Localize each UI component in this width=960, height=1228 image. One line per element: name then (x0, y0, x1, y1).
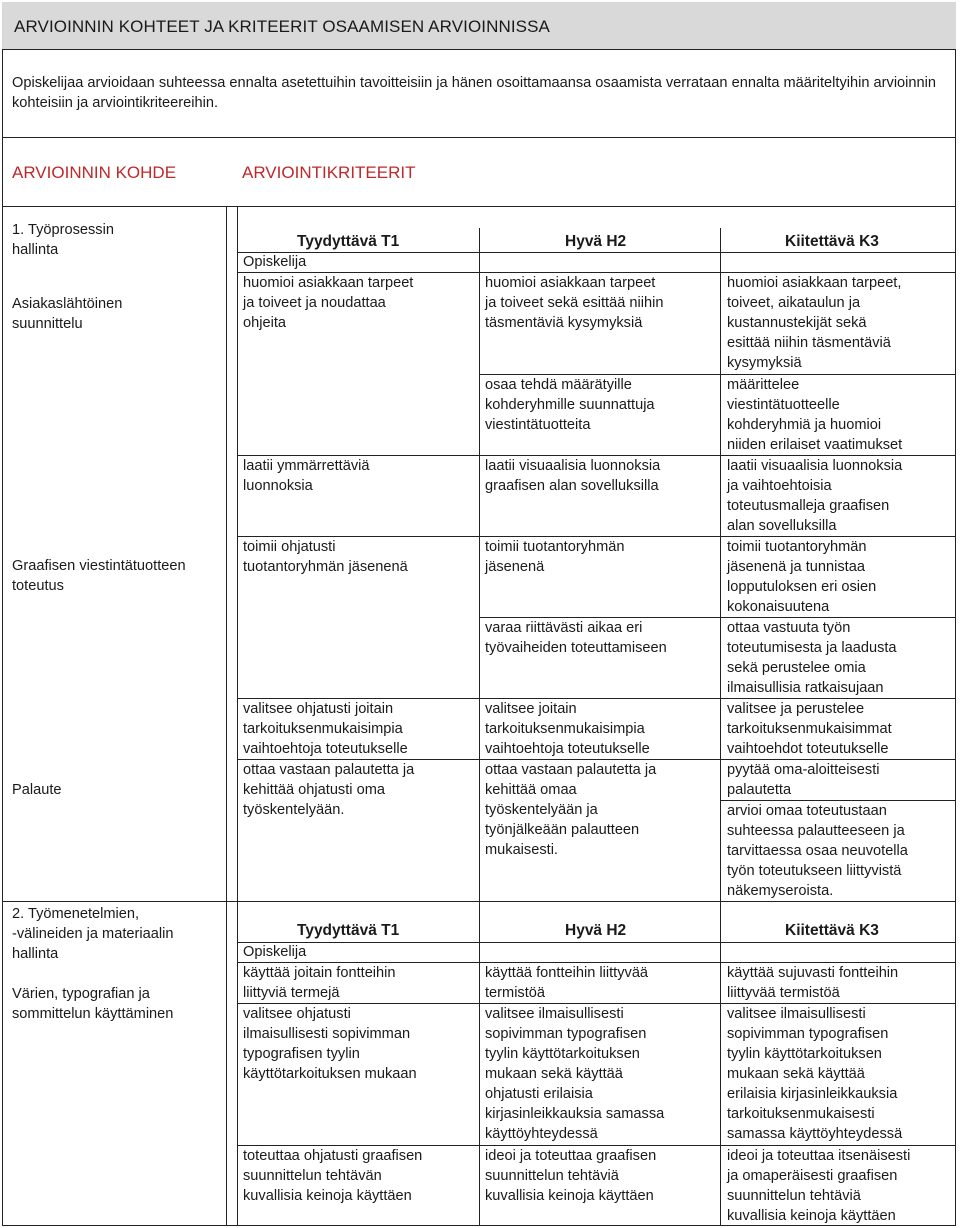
section-divider (2, 901, 956, 902)
section2-target: 2. Työmenetelmien, -välineiden ja materiaalin hallinta (12, 906, 174, 962)
criteria-k3: määrittelee viestintätuotteelle kohderyhmiä ja huomioi niiden erilaiset vaatimukset (727, 377, 903, 453)
criteria-t1: laatii ymmärrettäviä luonnoksia (243, 458, 370, 494)
student-label: Opiskelija (243, 944, 307, 960)
grade-t1-header: Tyydyttävä T1 (297, 922, 400, 939)
student-label: Opiskelija (243, 254, 307, 270)
criteria-t1: ottaa vastaan palautetta ja kehittää ohjatusti oma työskentelyään. (243, 762, 415, 818)
section1-subtarget-2: Graafisen viestintätuotteen toteutus (12, 558, 186, 594)
grade-k3-header: Kiitettävä K3 (785, 233, 879, 250)
column-divider (479, 228, 480, 1226)
row-divider (237, 252, 955, 253)
criteria-t1: valitsee ohjatusti joitain tarkoituksenmukaisimpia vaihtoehtoja toteutukselle (243, 701, 408, 757)
criteria-k3: ottaa vastuuta työn toteutumisesta ja laadusta sekä perustelee omia ilmaisullisia ratkaisujaan (727, 620, 897, 696)
grade-h2-header: Hyvä H2 (565, 922, 627, 939)
criteria-t1: toimii ohjatusti tuotantoryhmän jäsenenä (243, 539, 408, 575)
grade-h2-header: Hyvä H2 (565, 233, 627, 250)
grade-t1-header: Tyydyttävä T1 (297, 233, 400, 250)
criteria-k3: pyytää oma-aloitteisesti palautetta (727, 762, 880, 798)
section2-subtarget-1: Värien, typografian ja sommittelun käyttäminen (12, 986, 174, 1022)
criteria-h2: toimii tuotantoryhmän jäsenenä (485, 539, 625, 575)
criteria-k3: laatii visuaalisia luonnoksia ja vaihtoehtoisia toteutusmalleja graafisen alan sovelluksilla (727, 458, 903, 534)
divider (2, 206, 956, 207)
criteria-k3: käyttää sujuvasti fontteihin liittyvää termistöä (727, 965, 899, 1001)
column-divider (237, 207, 238, 1226)
criteria-k3: ideoi ja toteuttaa itsenäisesti ja omaperäisesti graafisen suunnittelun tehtäviä kuvallisia keinoja käyttäen (727, 1148, 911, 1224)
section1-subtarget-3: Palaute (12, 782, 62, 798)
criteria-h2: ideoi ja toteuttaa graafisen suunnittelun tehtäviä kuvallisia keinoja käyttäen (485, 1148, 657, 1204)
title-bar (2, 2, 956, 50)
criteria-k3: toimii tuotantoryhmän jäsenenä ja tunnistaa lopputuloksen eri osien kokonaisuutena (727, 539, 877, 615)
section1-target: 1. Työprosessin hallinta (12, 222, 114, 258)
criteria-h2: ottaa vastaan palautetta ja kehittää omaa työskentelyään ja työnjälkeään palautteen mukaisesti. (485, 762, 657, 858)
criteria-t1: toteuttaa ohjatusti graafisen suunnittelun tehtävän kuvallisia keinoja käyttäen (243, 1148, 423, 1204)
criteria-k3: valitsee ja perustelee tarkoituksenmukaisimmat vaihtoehdot toteutukselle (727, 701, 892, 757)
row-divider (237, 942, 955, 943)
criteria-h2: varaa riittävästi aikaa eri työvaiheiden toteuttamiseen (485, 620, 667, 656)
heading-kohde: ARVIOINNIN KOHDE (12, 163, 177, 182)
criteria-k3: valitsee ilmaisullisesti sopivimman typografisen tyylin käyttötarkoituksen mukaan sekä käyttää erilaisia kirjasinleikkauksia tarkoituksenmukaisesti samassa käyttöyhteydessä (727, 1006, 903, 1142)
criteria-h2: laatii visuaalisia luonnoksia graafisen alan sovelluksilla (485, 458, 661, 494)
criteria-k3: huomioi asiakkaan tarpeet, toiveet, aikataulun ja kustannustekijät sekä esittää niihin täsmentäviä kysymyksiä (727, 275, 902, 371)
heading-kriteerit: ARVIOINTIKRITEERIT (242, 163, 416, 182)
column-divider (226, 207, 227, 1226)
criteria-h2: käyttää fontteihin liittyvää termistöä (485, 965, 649, 1001)
grade-k3-header: Kiitettävä K3 (785, 922, 879, 939)
criteria-t1: valitsee ohjatusti ilmaisullisesti sopivimman typografisen tyylin käyttötarkoituksen mukaan (243, 1006, 417, 1082)
divider (2, 137, 956, 138)
criteria-t1: käyttää joitain fontteihin liittyviä termejä (243, 965, 396, 1001)
criteria-k3: arvioi omaa toteutustaan suhteessa palautteeseen ja tarvittaessa osaa neuvotella työn toteutukseen liittyvistä näkemyseroista. (727, 803, 908, 899)
page-title: ARVIOINNIN KOHTEET JA KRITEERIT OSAAMISEN ARVIOINNISSA (14, 17, 550, 36)
criteria-t1: huomioi asiakkaan tarpeet ja toiveet ja noudattaa ohjeita (243, 275, 414, 331)
section1-subtarget-1: Asiakaslähtöinen suunnittelu (12, 296, 123, 332)
criteria-h2: osaa tehdä määrätyille kohderyhmille suunnattuja viestintätuotteita (485, 377, 655, 433)
column-divider (720, 228, 721, 1226)
criteria-h2: valitsee ilmaisullisesti sopivimman typografisen tyylin käyttötarkoituksen mukaan sekä käyttää ohjatusti erilaisia kirjasinleikkauksia samassa käyttöyhteydessä (485, 1006, 665, 1142)
intro-text: Opiskelijaa arvioidaan suhteessa ennalta asetettuihin tavoitteisiin ja hänen osoittamaansa osaamista verrataan ennalta määriteltyihin arvioinnin kohteisiin ja arviointikriteereihin. (12, 75, 937, 111)
criteria-h2: huomioi asiakkaan tarpeet ja toiveet sekä esittää niihin täsmentäviä kysymyksiä (485, 275, 664, 331)
criteria-h2: valitsee joitain tarkoituksenmukaisimpia vaihtoehtoja toteutukselle (485, 701, 650, 757)
